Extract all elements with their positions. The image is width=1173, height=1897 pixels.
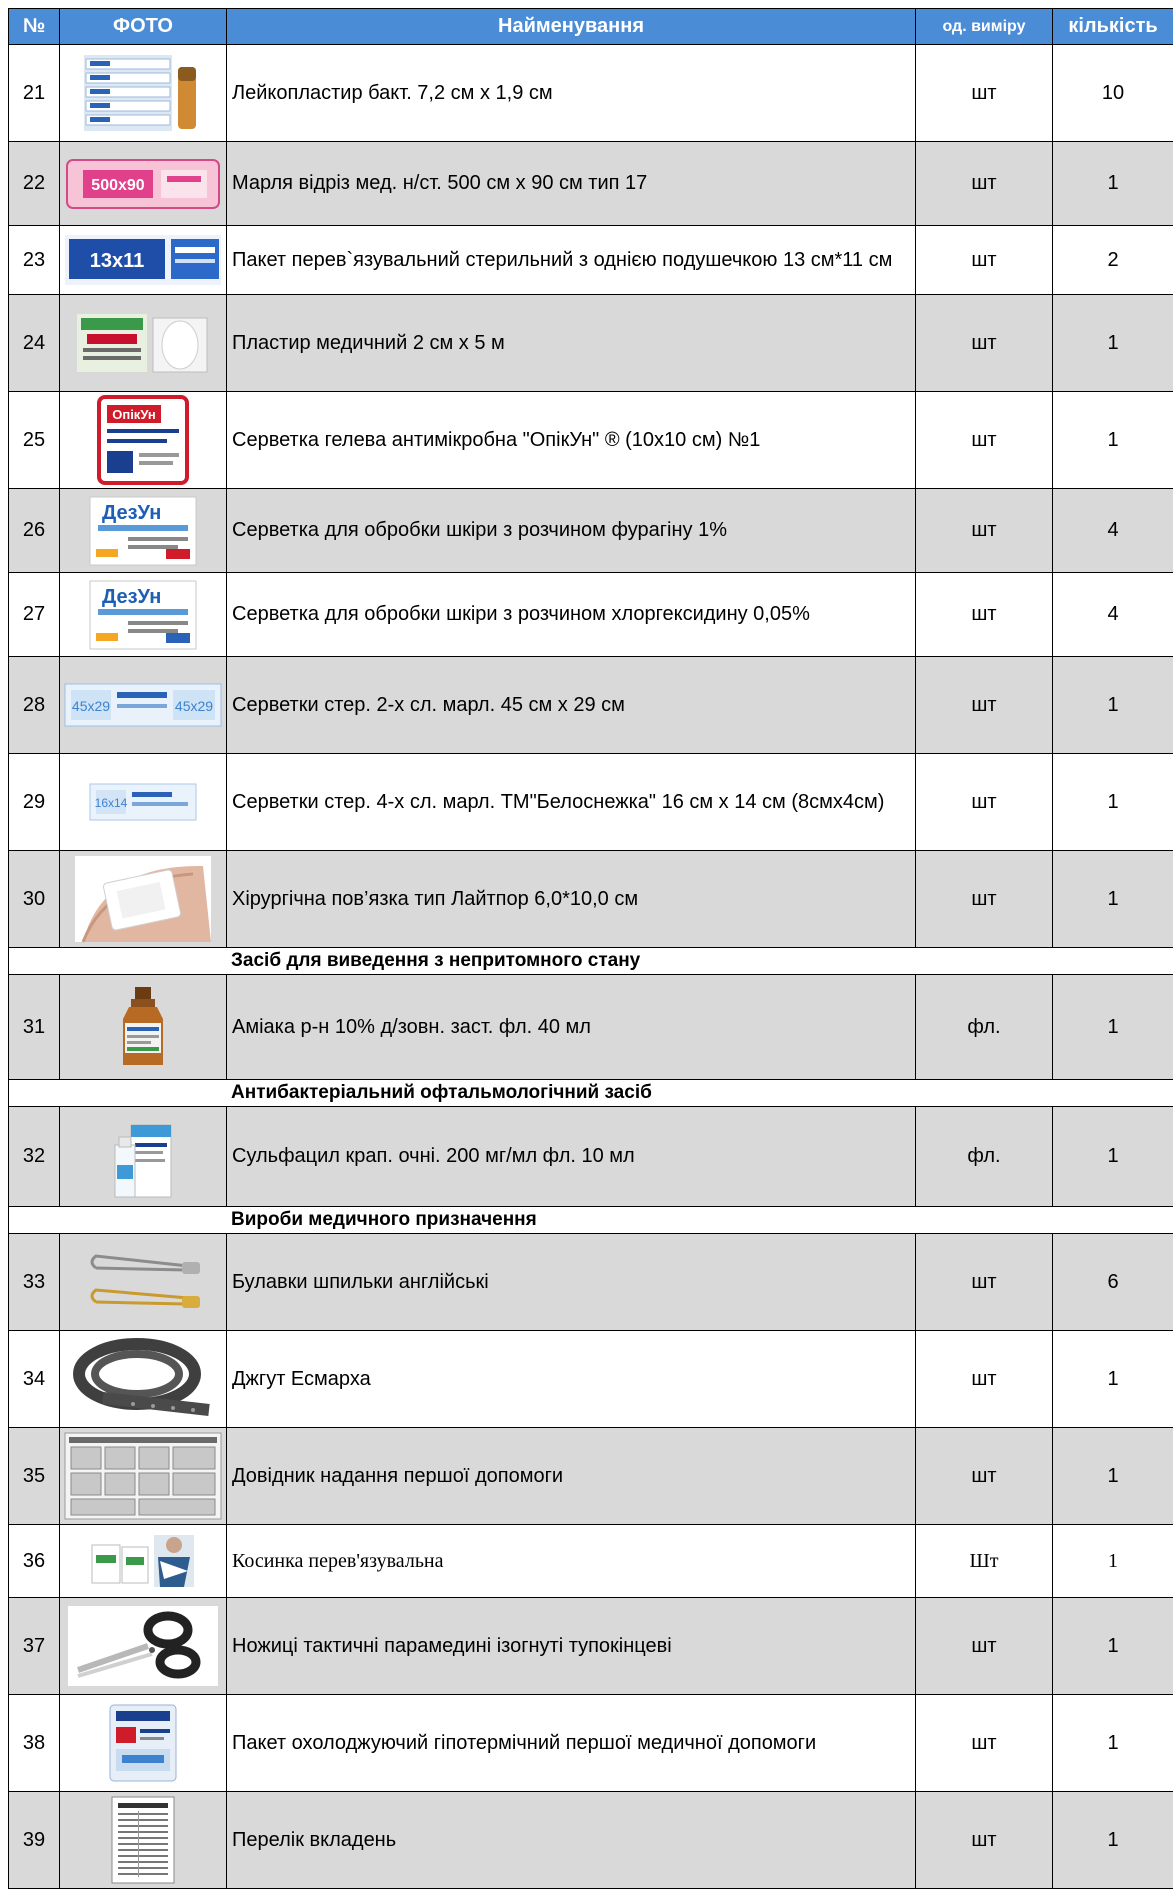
header-row: [9, 9, 1173, 45]
row-unit: шт: [916, 1792, 1053, 1889]
row-qty: 6: [1053, 1234, 1173, 1331]
table-row: [9, 142, 1173, 226]
row-unit: шт: [916, 295, 1053, 392]
row-qty: 10: [1053, 45, 1173, 142]
row-qty: 1: [1053, 1331, 1173, 1428]
section-title: Вироби медичного призначення: [9, 1207, 1173, 1234]
row-num: 33: [9, 1234, 60, 1331]
row-name: Аміака р-н 10% д/зовн. заст. фл. 40 мл: [227, 975, 916, 1080]
row-name: Джгут Есмарха: [227, 1331, 916, 1428]
table-row: [9, 1107, 1173, 1207]
table-row: [9, 1428, 1173, 1525]
row-unit: шт: [916, 1428, 1053, 1525]
row-photo: [60, 975, 227, 1080]
row-unit: шт: [916, 1695, 1053, 1792]
row-unit: шт: [916, 392, 1053, 489]
table-row: [9, 295, 1173, 392]
row-photo: [60, 1234, 227, 1331]
row-unit: шт: [916, 754, 1053, 851]
row-name: Довідник надання першої допомоги: [227, 1428, 916, 1525]
row-num: 26: [9, 489, 60, 573]
row-qty: 1: [1053, 851, 1173, 948]
row-unit: шт: [916, 851, 1053, 948]
row-num: 22: [9, 142, 60, 226]
items-table: [8, 8, 1173, 1889]
row-name: Лейкопластир бакт. 7,2 см х 1,9 см: [227, 45, 916, 142]
row-name: Пластир медичний 2 см х 5 м: [227, 295, 916, 392]
table-row: [9, 1525, 1173, 1598]
row-photo: [60, 45, 227, 142]
row-num: 34: [9, 1331, 60, 1428]
svg-text:ОпікУн: ОпікУн: [112, 407, 156, 422]
row-name: Ножиці тактичні парамедині ізогнуті тупокінцеві: [227, 1598, 916, 1695]
header-name: Найменування: [227, 9, 916, 45]
table-row: [9, 657, 1173, 754]
row-photo: [60, 1331, 227, 1428]
row-name: Серветки стер. 2-х сл. марл. 45 см х 29 см: [227, 657, 916, 754]
row-photo: [60, 754, 227, 851]
row-qty: 1: [1053, 754, 1173, 851]
row-name: Сульфацил крап. очні. 200 мг/мл фл. 10 мл: [227, 1107, 916, 1207]
row-qty: 1: [1053, 657, 1173, 754]
svg-text:45x29: 45x29: [174, 698, 214, 714]
row-num: 28: [9, 657, 60, 754]
row-name: Серветка гелева антимікробна "ОпікУн" ® (10х10 см) №1: [227, 392, 916, 489]
row-name: Пакет охолоджуючий гіпотермічний першої медичної допомоги: [227, 1695, 916, 1792]
row-unit: шт: [916, 1598, 1053, 1695]
row-photo: [60, 1598, 227, 1695]
svg-text:ДезУн: ДезУн: [102, 585, 162, 608]
row-unit: фл.: [916, 1107, 1053, 1207]
row-num: 25: [9, 392, 60, 489]
first-aid-guide-photo-icon: [63, 1431, 223, 1521]
table-row: [9, 489, 1173, 573]
table-row: [9, 851, 1173, 948]
row-num: 38: [9, 1695, 60, 1792]
plaster-roll-photo-icon: [73, 308, 213, 378]
row-unit: фл.: [916, 975, 1053, 1080]
row-name: Булавки шпильки англійські: [227, 1234, 916, 1331]
row-photo: [60, 1525, 227, 1598]
section-title: Засіб для виведення з непритомного стану: [9, 948, 1173, 975]
row-unit: Шт: [916, 1525, 1053, 1598]
table-row: [9, 975, 1173, 1080]
row-num: 36: [9, 1525, 60, 1598]
scissors-photo-icon: [68, 1606, 218, 1686]
row-qty: 1: [1053, 295, 1173, 392]
gauze-napkins-photo-icon: [63, 680, 223, 730]
table-row: [9, 45, 1173, 142]
header-photo: ФОТО: [60, 9, 227, 45]
row-qty: 1: [1053, 142, 1173, 226]
table-row: [9, 1234, 1173, 1331]
safety-pins-photo-icon: [78, 1244, 208, 1320]
svg-text:500x90: 500x90: [91, 176, 145, 194]
svg-text:45x29: 45x29: [71, 698, 111, 714]
row-photo: [60, 392, 227, 489]
row-photo: [60, 295, 227, 392]
row-photo: [60, 142, 227, 226]
row-photo: [60, 1428, 227, 1525]
ammonia-bottle-photo-icon: [115, 985, 171, 1069]
row-unit: шт: [916, 573, 1053, 657]
row-unit: шт: [916, 489, 1053, 573]
svg-text:ДезУн: ДезУн: [102, 501, 162, 524]
triangular-bandage-photo-icon: [88, 1531, 198, 1591]
row-qty: 4: [1053, 489, 1173, 573]
table-row: [9, 226, 1173, 295]
row-qty: 2: [1053, 226, 1173, 295]
table-row: [9, 392, 1173, 489]
row-name: Пакет перев`язувальний стерильний з однією подушечкою 13 см*11 см: [227, 226, 916, 295]
row-qty: 1: [1053, 392, 1173, 489]
section-title: Антибактеріальний офтальмологічний засіб: [9, 1080, 1173, 1107]
table-row: [9, 1792, 1173, 1889]
row-name: Косинка перев'язувальна: [227, 1525, 916, 1598]
row-num: 37: [9, 1598, 60, 1695]
gauze-napkins-small-photo-icon: [88, 780, 198, 824]
header-qty: кількість: [1053, 9, 1173, 45]
row-name: Марля відріз мед. н/ст. 500 см х 90 см тип 17: [227, 142, 916, 226]
table-row: [9, 1598, 1173, 1695]
row-num: 21: [9, 45, 60, 142]
row-num: 23: [9, 226, 60, 295]
header-unit: од. виміру: [916, 9, 1053, 45]
gel-napkin-photo-icon: [95, 395, 191, 485]
row-qty: 1: [1053, 1525, 1173, 1598]
row-photo: [60, 1107, 227, 1207]
svg-text:13x11: 13x11: [89, 250, 145, 272]
gauze-pack-photo-icon: [63, 156, 223, 212]
tourniquet-photo-icon: [73, 1334, 213, 1424]
row-name: Серветка для обробки шкіри з розчином фурагіну 1%: [227, 489, 916, 573]
table-body: [9, 45, 1173, 1889]
row-qty: 1: [1053, 1107, 1173, 1207]
bandage-strips-photo-icon: [78, 53, 208, 133]
cold-pack-photo-icon: [106, 1701, 180, 1785]
table-row: [9, 573, 1173, 657]
row-photo: [60, 573, 227, 657]
dressing-pack-photo-icon: [63, 231, 223, 289]
row-unit: шт: [916, 657, 1053, 754]
section-row: [9, 1207, 1173, 1234]
row-qty: 4: [1053, 573, 1173, 657]
row-num: 30: [9, 851, 60, 948]
row-name: Перелік вкладень: [227, 1792, 916, 1889]
row-unit: шт: [916, 226, 1053, 295]
row-photo: [60, 1792, 227, 1889]
row-name: Серветка для обробки шкіри з розчином хлоргексидину 0,05%: [227, 573, 916, 657]
row-unit: шт: [916, 142, 1053, 226]
row-name: Хірургічна пов’язка тип Лайтпор 6,0*10,0 см: [227, 851, 916, 948]
row-name: Серветки стер. 4-х сл. марл. ТМ"Белоснежка" 16 см х 14 см (8смх4см): [227, 754, 916, 851]
row-qty: 1: [1053, 1598, 1173, 1695]
row-unit: шт: [916, 45, 1053, 142]
row-photo: [60, 226, 227, 295]
contents-list-photo-icon: [108, 1795, 178, 1885]
row-qty: 1: [1053, 1695, 1173, 1792]
surgical-dressing-photo-icon: [73, 854, 213, 944]
row-unit: шт: [916, 1234, 1053, 1331]
row-photo: [60, 851, 227, 948]
row-qty: 1: [1053, 975, 1173, 1080]
table-row: [9, 1695, 1173, 1792]
eye-drops-photo-icon: [111, 1115, 175, 1199]
table-row: [9, 1331, 1173, 1428]
row-num: 24: [9, 295, 60, 392]
row-num: 32: [9, 1107, 60, 1207]
row-num: 39: [9, 1792, 60, 1889]
row-qty: 1: [1053, 1428, 1173, 1525]
dezun-napkin-photo-icon: [88, 579, 198, 651]
row-unit: шт: [916, 1331, 1053, 1428]
table-header: [9, 9, 1173, 45]
row-num: 31: [9, 975, 60, 1080]
svg-text:16x14: 16x14: [94, 796, 128, 810]
header-num: №: [9, 9, 60, 45]
row-photo: [60, 1695, 227, 1792]
row-qty: 1: [1053, 1792, 1173, 1889]
table-row: [9, 754, 1173, 851]
row-photo: [60, 489, 227, 573]
row-num: 27: [9, 573, 60, 657]
dezun-napkin-photo-icon: [88, 495, 198, 567]
section-row: [9, 948, 1173, 975]
section-row: [9, 1080, 1173, 1107]
row-num: 35: [9, 1428, 60, 1525]
row-photo: [60, 657, 227, 754]
row-num: 29: [9, 754, 60, 851]
